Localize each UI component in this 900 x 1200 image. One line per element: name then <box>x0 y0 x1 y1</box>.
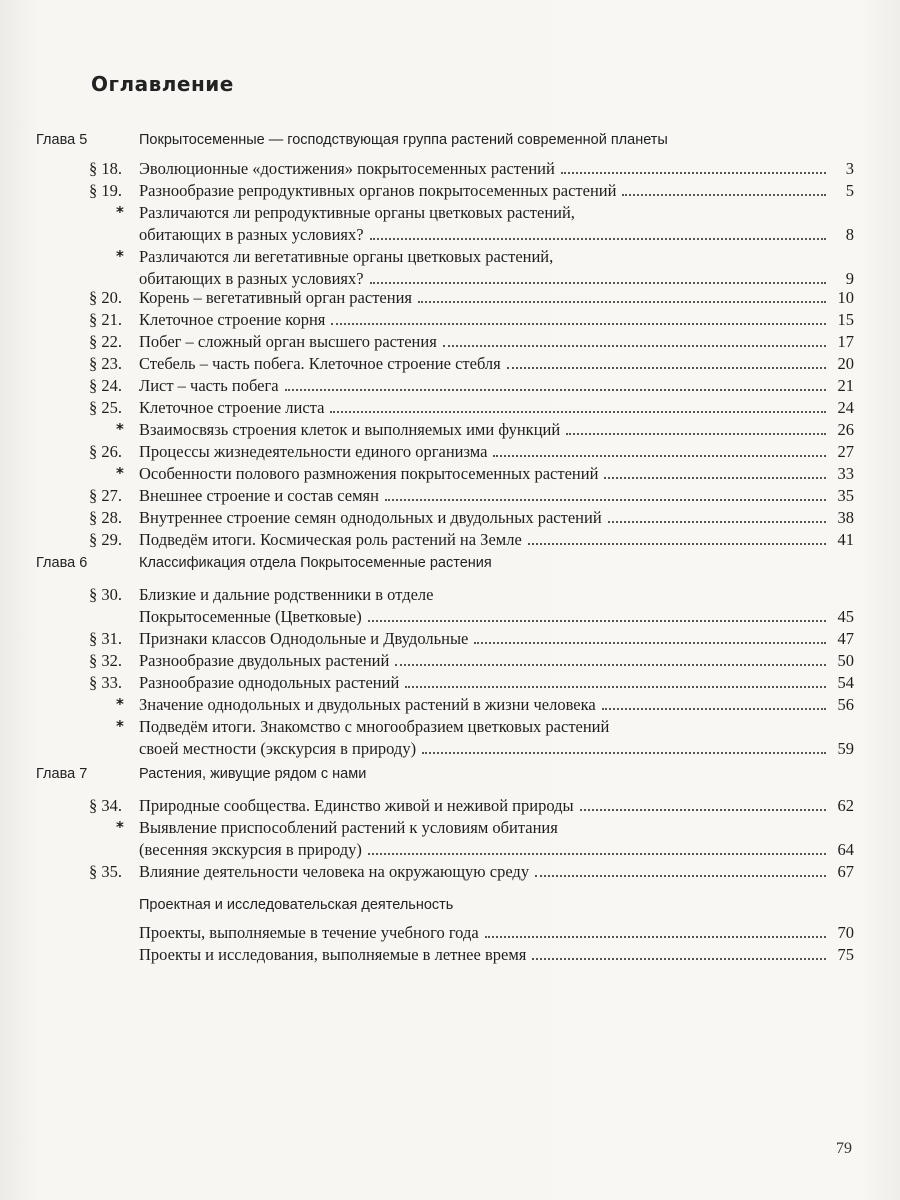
entry-page-number: 20 <box>837 354 854 373</box>
toc-entry[interactable] <box>0 818 900 862</box>
chapter-title: Классификация отдела Покрытосеменные растения <box>139 555 492 571</box>
dot-leader <box>528 542 826 545</box>
entry-line <box>139 945 854 965</box>
entry-title: Процессы жизнедеятельности единого организма <box>139 442 488 461</box>
section-number: § 30. <box>89 585 122 604</box>
section-number: § 24. <box>89 376 122 395</box>
toc-entry[interactable] <box>0 376 900 398</box>
entry-title: Эволюционные «достижения» покрытосеменных растений <box>139 159 555 178</box>
entry-line <box>139 159 854 179</box>
entry-line <box>139 376 854 396</box>
entry-page-number: 5 <box>845 181 854 200</box>
entry-line <box>139 840 854 860</box>
entry-title-continued: обитающих в разных условиях? <box>139 269 364 288</box>
entry-title: Значение однодольных и двудольных растений в жизни человека <box>139 695 596 714</box>
section-number: § 35. <box>89 862 122 881</box>
dot-leader <box>608 520 826 523</box>
entry-page-number: 35 <box>837 486 854 505</box>
toc-entry[interactable] <box>0 442 900 464</box>
chapter-label: Глава 5 <box>36 132 88 148</box>
toc-entry[interactable] <box>0 288 900 310</box>
section-number: § 20. <box>89 288 122 307</box>
dot-leader <box>485 935 826 938</box>
section-number: § 32. <box>89 651 122 670</box>
toc-entry[interactable] <box>0 585 900 629</box>
section-number: § 23. <box>89 354 122 373</box>
dot-leader <box>331 322 826 325</box>
dot-leader <box>493 454 826 457</box>
toc-entry[interactable] <box>0 945 900 967</box>
asterisk-marker: * <box>116 695 124 713</box>
dot-leader <box>561 171 826 174</box>
chapter-heading <box>0 897 900 917</box>
entry-page-number: 67 <box>837 862 854 881</box>
entry-line <box>139 923 854 943</box>
entry-line <box>139 629 854 649</box>
toc-entry[interactable] <box>0 159 900 181</box>
section-number: § 34. <box>89 796 122 815</box>
entry-title: Лист – часть побега <box>139 376 279 395</box>
entry-line <box>139 225 854 245</box>
toc-entry[interactable] <box>0 862 900 884</box>
toc-entry[interactable] <box>0 332 900 354</box>
toc-entry[interactable] <box>0 486 900 508</box>
entry-page-number: 27 <box>837 442 854 461</box>
entry-page-number: 47 <box>837 629 854 648</box>
entry-title-continued: Покрытосеменные (Цветковые) <box>139 607 362 626</box>
entry-line <box>139 673 854 693</box>
entry-page-number: 75 <box>837 945 854 964</box>
chapter-heading <box>0 766 900 786</box>
entry-title: Разнообразие однодольных растений <box>139 673 400 692</box>
toc-entry[interactable] <box>0 354 900 376</box>
entry-line <box>139 862 854 882</box>
entry-page-number: 10 <box>837 288 854 307</box>
entry-title: Клеточное строение корня <box>139 310 326 329</box>
dot-leader <box>285 388 826 391</box>
dot-leader <box>368 619 826 622</box>
entry-page-number: 21 <box>837 376 854 395</box>
dot-leader <box>532 957 826 960</box>
entry-line <box>139 695 854 715</box>
entry-line <box>139 269 854 289</box>
toc-entry[interactable] <box>0 695 900 717</box>
entry-line <box>139 508 854 528</box>
section-number: § 21. <box>89 310 122 329</box>
page-title: Оглавление <box>91 72 234 96</box>
entry-title: Проекты, выполняемые в течение учебного года <box>139 923 479 942</box>
dot-leader <box>395 663 826 666</box>
section-number: § 29. <box>89 530 122 549</box>
entry-line <box>139 354 854 374</box>
entry-page-number: 15 <box>837 310 854 329</box>
entry-page-number: 17 <box>837 332 854 351</box>
section-number: § 19. <box>89 181 122 200</box>
toc-entry[interactable] <box>0 923 900 945</box>
entry-page-number: 62 <box>837 796 854 815</box>
chapter-heading <box>0 132 900 152</box>
dot-leader <box>604 476 826 479</box>
entry-title: Разнообразие репродуктивных органов покрытосеменных растений <box>139 181 617 200</box>
section-number: § 26. <box>89 442 122 461</box>
entry-page-number: 56 <box>837 695 854 714</box>
toc-entry[interactable] <box>0 530 900 552</box>
toc-entry[interactable] <box>0 398 900 420</box>
section-number: § 28. <box>89 508 122 527</box>
entry-line <box>139 181 854 201</box>
entry-line <box>139 651 854 671</box>
toc-entry[interactable] <box>0 247 900 291</box>
entry-page-number: 3 <box>845 159 854 178</box>
entry-line <box>139 739 854 759</box>
entry-title: Разнообразие двудольных растений <box>139 651 390 670</box>
entry-title: Подведём итоги. Знакомство с многообразием цветковых растений <box>139 717 610 736</box>
entry-line <box>139 607 854 627</box>
asterisk-marker: * <box>116 818 124 836</box>
entry-title: Проекты и исследования, выполняемые в летнее время <box>139 945 527 964</box>
asterisk-marker: * <box>116 247 124 265</box>
dot-leader <box>602 707 826 710</box>
dot-leader <box>422 751 826 754</box>
entry-title: Различаются ли репродуктивные органы цветковых растений, <box>139 203 575 222</box>
entry-page-number: 9 <box>845 269 854 288</box>
chapter-title: Проектная и исследовательская деятельность <box>139 897 454 913</box>
section-number: § 22. <box>89 332 122 351</box>
dot-leader <box>443 344 826 347</box>
page-number: 79 <box>836 1140 852 1157</box>
dot-leader <box>474 641 826 644</box>
toc-entry[interactable] <box>0 717 900 761</box>
entry-title-continued: своей местности (экскурсия в природу) <box>139 739 417 758</box>
toc-entry[interactable] <box>0 651 900 673</box>
entry-title: Взаимосвязь строения клеток и выполняемых ими функций <box>139 420 561 439</box>
toc-entry[interactable] <box>0 673 900 695</box>
chapter-label: Глава 6 <box>36 555 88 571</box>
chapter-heading <box>0 555 900 575</box>
entry-title: Влияние деятельности человека на окружающую среду <box>139 862 530 881</box>
toc-entry[interactable] <box>0 310 900 332</box>
dot-leader <box>370 281 826 284</box>
entry-line <box>139 486 854 506</box>
entry-line <box>139 420 854 440</box>
entry-title: Внутреннее строение семян однодольных и двудольных растений <box>139 508 602 527</box>
section-number: § 18. <box>89 159 122 178</box>
entry-line <box>139 796 854 816</box>
section-number: § 33. <box>89 673 122 692</box>
dot-leader <box>418 300 826 303</box>
entry-line <box>139 442 854 462</box>
entry-title-continued: обитающих в разных условиях? <box>139 225 364 244</box>
toc-entry[interactable] <box>0 181 900 203</box>
dot-leader <box>330 410 826 413</box>
entry-title-continued: (весенняя экскурсия в природу) <box>139 840 362 859</box>
entry-line <box>139 530 854 550</box>
asterisk-marker: * <box>116 203 124 221</box>
entry-title: Стебель – часть побега. Клеточное строение стебля <box>139 354 501 373</box>
asterisk-marker: * <box>116 717 124 735</box>
dot-leader <box>368 852 826 855</box>
entry-title: Природные сообщества. Единство живой и неживой природы <box>139 796 574 815</box>
section-number: § 25. <box>89 398 122 417</box>
entry-title: Клеточное строение листа <box>139 398 325 417</box>
entry-page-number: 33 <box>837 464 854 483</box>
entry-line <box>139 288 854 308</box>
entry-page-number: 24 <box>837 398 854 417</box>
entry-page-number: 45 <box>837 607 854 626</box>
entry-line <box>139 310 854 330</box>
dot-leader <box>580 808 826 811</box>
toc-entry[interactable] <box>0 508 900 530</box>
asterisk-marker: * <box>116 464 124 482</box>
chapter-title: Растения, живущие рядом с нами <box>139 766 367 782</box>
dot-leader <box>566 432 826 435</box>
dot-leader <box>405 685 826 688</box>
entry-line <box>139 332 854 352</box>
dot-leader <box>370 237 826 240</box>
entry-page-number: 50 <box>837 651 854 670</box>
entry-title: Особенности полового размножения покрытосеменных растений <box>139 464 599 483</box>
dot-leader <box>535 874 826 877</box>
entry-title: Близкие и дальние родственники в отделе <box>139 585 434 604</box>
toc-entry[interactable] <box>0 796 900 818</box>
chapter-title: Покрытосеменные — господствующая группа растений современной планеты <box>139 132 668 148</box>
entry-title: Внешнее строение и состав семян <box>139 486 379 505</box>
entry-page-number: 59 <box>837 739 854 758</box>
entry-line <box>139 464 854 484</box>
entry-page-number: 8 <box>845 225 854 244</box>
dot-leader <box>507 366 826 369</box>
entry-title: Различаются ли вегетативные органы цветковых растений, <box>139 247 554 266</box>
toc-entry[interactable] <box>0 420 900 442</box>
section-number: § 27. <box>89 486 122 505</box>
entry-page-number: 41 <box>837 530 854 549</box>
dot-leader <box>622 193 826 196</box>
entry-title: Выявление приспособлений растений к условиям обитания <box>139 818 558 837</box>
entry-page-number: 70 <box>837 923 854 942</box>
dot-leader <box>385 498 826 501</box>
chapter-label: Глава 7 <box>36 766 88 782</box>
entry-title: Побег – сложный орган высшего растения <box>139 332 437 351</box>
entry-title: Корень – вегетативный орган растения <box>139 288 412 307</box>
toc-entry[interactable] <box>0 629 900 651</box>
entry-title: Подведём итоги. Космическая роль растений на Земле <box>139 530 522 549</box>
entry-line <box>139 398 854 418</box>
section-number: § 31. <box>89 629 122 648</box>
entry-page-number: 26 <box>837 420 854 439</box>
toc-entry[interactable] <box>0 464 900 486</box>
entry-page-number: 64 <box>837 840 854 859</box>
entry-title: Признаки классов Однодольные и Двудольные <box>139 629 469 648</box>
asterisk-marker: * <box>116 420 124 438</box>
entry-page-number: 54 <box>837 673 854 692</box>
toc-entry[interactable] <box>0 203 900 247</box>
entry-page-number: 38 <box>837 508 854 527</box>
